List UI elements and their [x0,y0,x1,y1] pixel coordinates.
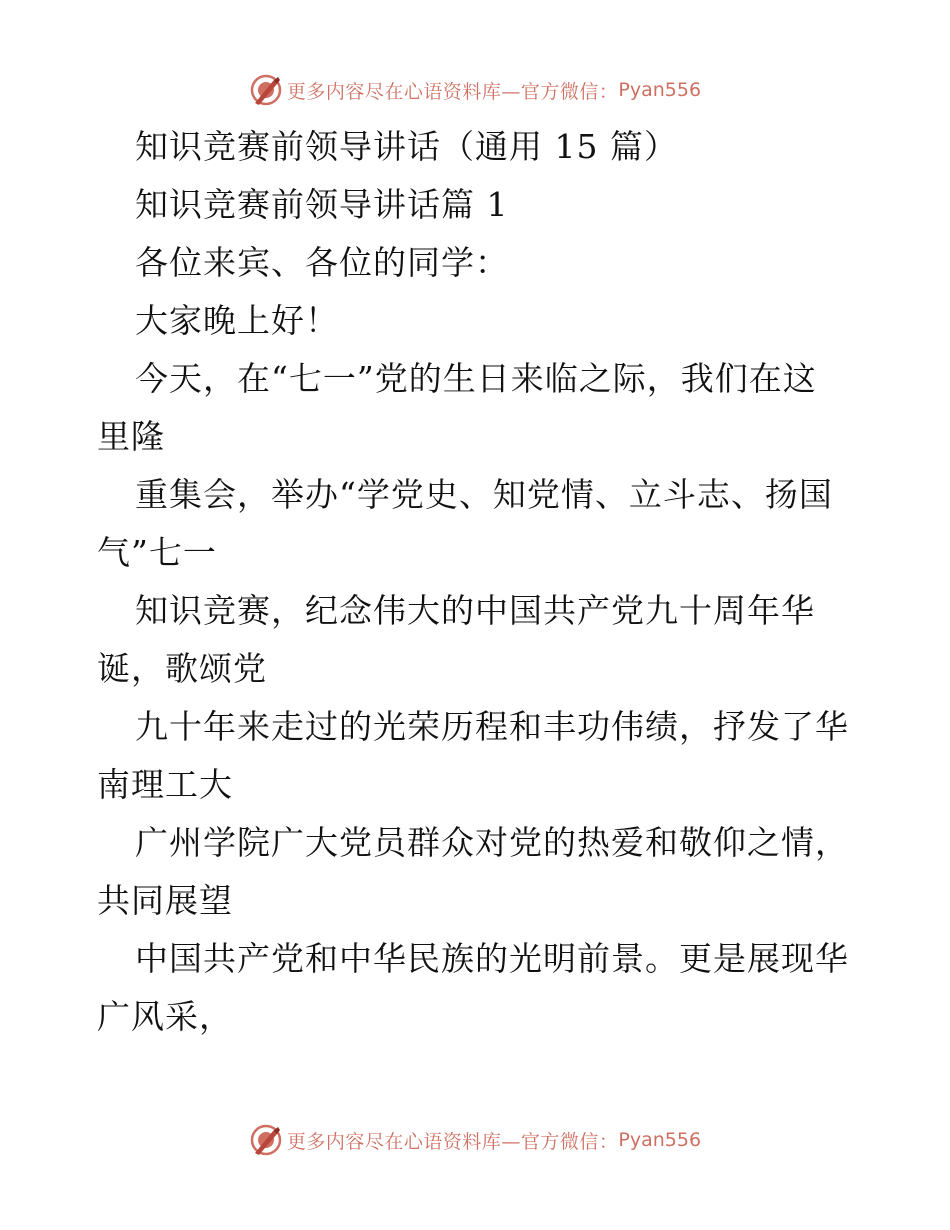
paragraph-line: 知识竞赛，纪念伟大的中国共产党九十周年华 [135,591,815,630]
footer-watermark [0,1120,950,1160]
watermark-wechat-id: Pyan556 [618,1129,702,1151]
watermark-text: 更多内容尽在心语资料库—官方微信： [286,1130,619,1153]
paragraph-line: 九十年来走过的光荣历程和丰功伟绩，抒发了华 [135,707,849,746]
section-heading: 知识竞赛前领导讲话篇 1 [135,185,509,224]
paragraph-line: 今天，在“七一”党的生日来临之际，我们在这 [135,359,817,398]
paragraph-line: 诞，歌颂党 [97,649,267,688]
paragraph-line: 中国共产党和中华民族的光明前景。更是展现华 [135,939,849,978]
pen-logo-icon [249,73,283,107]
watermark-wechat-id: Pyan556 [618,79,702,101]
watermark-text: 更多内容尽在心语资料库—官方微信： [286,80,619,103]
paragraph-line: 重集会，举办“学党史、知党情、立斗志、扬国 [135,475,833,514]
paragraph-line: 广风采， [97,997,233,1036]
paragraph-line: 气”七一 [97,533,217,572]
paragraph-line: 南理工大 [97,765,233,804]
document-title: 知识竞赛前领导讲话（通用 15 篇） [135,127,678,166]
pen-logo-icon [249,1123,283,1157]
paragraph-line: 里隆 [97,417,165,456]
paragraph-line: 共同展望 [97,881,233,920]
document-body [97,118,857,1046]
salutation: 各位来宾、各位的同学： [135,243,509,282]
greeting: 大家晚上好！ [135,301,339,340]
paragraph-line: 广州学院广大党员群众对党的热爱和敬仰之情， [135,823,849,862]
header-watermark [0,70,950,110]
